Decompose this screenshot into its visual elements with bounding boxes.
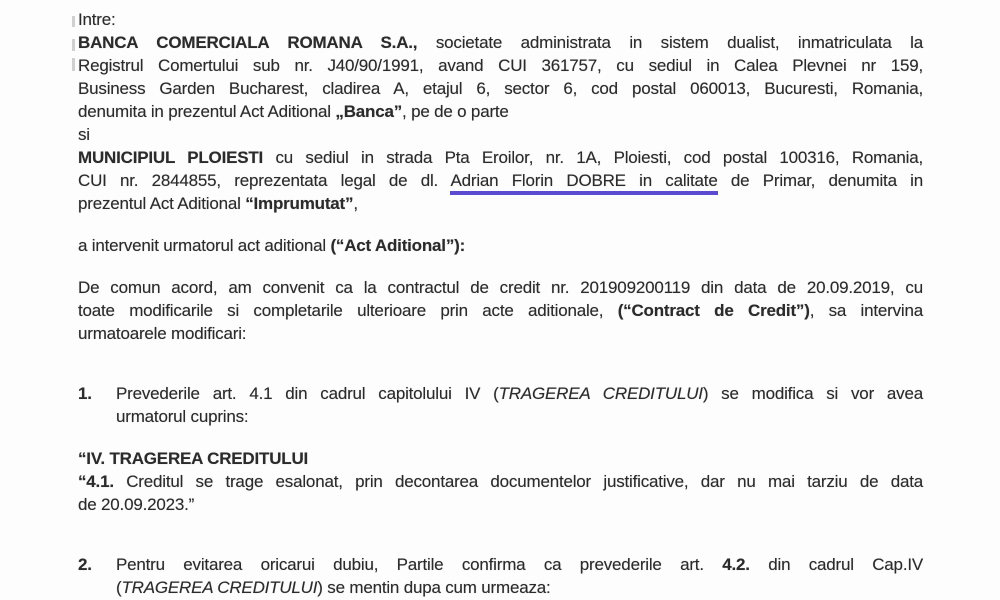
text-segment: prezentul Act Aditional	[78, 194, 246, 213]
text-segment: , sa intervina	[809, 301, 924, 320]
text-segment: CUI nr. 2844855, reprezentata legal de dl.	[78, 171, 451, 190]
text-segment: Creditul se trage esalonat, prin decontarea documentelor justificative, dar nu mai tarziu de data	[113, 472, 923, 491]
text-segment: din cadrul Cap.IV	[749, 555, 924, 574]
doc-line	[78, 123, 923, 146]
text-segment: cu sediul in strada Pta Eroilor, nr. 1A, Ploiesti, cod postal 100316, Romania,	[263, 148, 923, 167]
text-segment: de 20.09.2023.”	[78, 495, 195, 514]
doc-line	[78, 8, 923, 31]
doc-line	[78, 146, 923, 169]
text-segment: MUNICIPIUL PLOIESTI	[78, 148, 264, 167]
doc-line	[78, 100, 923, 123]
text-segment: a intervenit urmatorul act aditional	[78, 236, 331, 255]
line-text	[116, 576, 923, 599]
doc-line	[78, 169, 923, 192]
text-segment: urmatorul cuprins:	[116, 407, 249, 426]
text-segment: , pe de o parte	[402, 102, 509, 121]
text-segment: TRAGEREA CREDITULUI	[498, 384, 703, 403]
text-segment: BANCA COMERCIALA ROMANA S.A.,	[78, 33, 418, 52]
text-segment: ) se mentin dupa cum urmeaza:	[317, 578, 551, 597]
text-segment: 4.2.	[722, 555, 750, 574]
text-segment: De comun acord, am convenit ca la contractul de credit nr. 201909200119 din data de 20.09.2019, cu	[78, 278, 923, 297]
text-segment: Business Garden Bucharest, cladirea A, etajul 6, sector 6, cod postal 060013, Bucuresti, Romania,	[78, 79, 923, 98]
numbered-line	[78, 405, 923, 428]
doc-line	[78, 299, 923, 322]
text-segment: Intre:	[78, 10, 116, 29]
doc-line	[78, 322, 923, 345]
text-segment: denumita in prezentul Act Aditional	[78, 102, 336, 121]
doc-line	[78, 276, 923, 299]
doc-line	[78, 31, 923, 54]
text-segment: (“Act Aditional”):	[330, 236, 466, 255]
doc-line	[78, 470, 923, 493]
numbered-line	[78, 576, 923, 599]
doc-line	[78, 192, 923, 215]
doc-line	[78, 447, 923, 470]
text-segment: Registrul Comertului sub nr. J40/90/1991, avand CUI 361757, cu sediul in Calea Plevnei nr 159,	[78, 56, 923, 75]
text-segment: “4.1.	[78, 472, 114, 491]
doc-line	[78, 493, 923, 516]
numbered-line	[78, 382, 923, 405]
text-segment: de Primar, denumita in	[717, 171, 923, 190]
text-segment: “Imprumutat”	[245, 194, 354, 213]
list-number: 2.	[78, 555, 92, 574]
list-number	[78, 576, 116, 599]
doc-line	[78, 234, 923, 257]
list-number	[78, 405, 116, 428]
text-segment: (“Contract de Credit”)	[617, 301, 810, 320]
text-segment: „Banca”	[335, 102, 403, 121]
text-segment: (	[116, 578, 122, 597]
text-segment: si	[78, 125, 90, 144]
line-text	[116, 553, 923, 576]
text-segment: ,	[353, 194, 358, 213]
text-segment: societate administrata in sistem dualist, inmatriculata la	[417, 33, 924, 52]
text-segment: Pentru evitarea oricarui dubiu, Partile confirma ca prevederile art.	[116, 555, 723, 574]
list-number: 1.	[78, 384, 92, 403]
scan-artifact	[72, 58, 75, 71]
text-segment: TRAGEREA CREDITULUI	[121, 578, 318, 597]
document-body	[78, 8, 923, 599]
text-segment: ) se modifica si vor avea	[702, 384, 923, 403]
doc-line	[78, 77, 923, 100]
scan-artifact	[72, 39, 75, 51]
line-text	[116, 382, 923, 405]
text-segment: toate modificarile si completarile ulterioare prin acte aditionale,	[78, 301, 618, 320]
text-segment: Prevederile art. 4.1 din cadrul capitolului IV (	[116, 384, 499, 403]
scan-artifact	[72, 16, 75, 27]
line-text	[116, 405, 923, 428]
text-segment: urmatoarele modificari:	[78, 324, 247, 343]
doc-line	[78, 54, 923, 77]
numbered-line	[78, 553, 923, 576]
text-segment: “IV. TRAGEREA CREDITULUI	[78, 449, 309, 468]
underlined-name: Adrian Florin DOBRE in calitate	[450, 171, 717, 195]
